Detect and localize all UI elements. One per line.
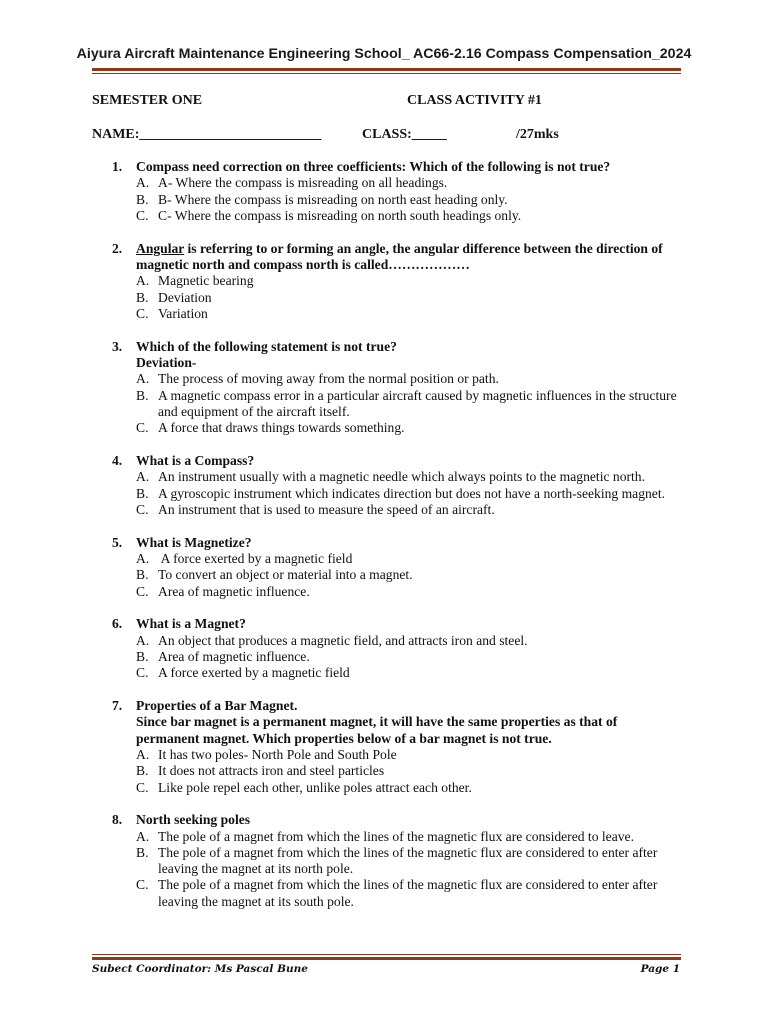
question-text: Compass need correction on three coefficients: Which of the following is not true?: [136, 159, 611, 174]
option-b: [136, 388, 682, 421]
option-letter: A.: [136, 746, 150, 762]
option-letter: A.: [136, 273, 150, 289]
option-text: It does not attracts iron and steel particles: [158, 763, 385, 779]
question-subtext: Deviation-: [136, 354, 197, 370]
option-text: Magnetic bearing: [158, 273, 254, 289]
option-letter: C.: [136, 779, 149, 795]
option-text: Deviation: [158, 289, 212, 305]
option-text: A- Where the compass is misreading on all headings.: [158, 175, 448, 191]
question-number: 5.: [112, 534, 123, 550]
question-text: What is a Magnet?: [136, 616, 246, 632]
name-field: NAME:__________________________: [92, 127, 322, 142]
option-text: The pole of a magnet from which the lines of the magnetic flux are considered to leave.: [158, 828, 634, 844]
option-letter: B.: [136, 387, 149, 403]
class-field: CLASS:_____: [362, 127, 447, 142]
question-number: 8.: [112, 812, 123, 828]
footer-rule-thin: [92, 954, 681, 955]
option-c: [136, 420, 682, 436]
option-c: [136, 208, 682, 224]
question-subtext: Since bar magnet is a permanent magnet, it will have the same properties as that of permanent magnet. Which properties below of a bar magnet is not true.: [136, 714, 618, 746]
option-text: An object that produces a magnetic field, and attracts iron and steel.: [158, 632, 528, 648]
question-text: Which of the following statement is not true?: [136, 338, 397, 354]
option-text: A force that draws things towards something.: [158, 420, 405, 436]
option-letter: B.: [136, 844, 149, 860]
question-text: North seeking poles: [136, 812, 251, 828]
option-letter: C.: [136, 420, 149, 436]
option-a: [136, 747, 682, 763]
marks-label: /27mks: [516, 127, 559, 142]
option-text: C- Where the compass is misreading on north south headings only.: [158, 207, 522, 223]
option-text: A magnetic compass error in a particular aircraft caused by magnetic influences in the structure and equipment of the aircraft itself.: [158, 387, 677, 419]
option-b: [136, 845, 682, 878]
option-a: [136, 829, 682, 845]
option-letter: C.: [136, 583, 149, 599]
question-text-rest: is referring to or forming an angle, the angular difference between the direction of magnetic north and compass north is called………………: [136, 240, 663, 272]
option-letter: C.: [136, 665, 149, 681]
option-text: A force exerted by a magnetic field: [158, 550, 353, 566]
question-text: Properties of a Bar Magnet.: [136, 698, 298, 714]
activity-label: CLASS ACTIVITY #1: [407, 93, 542, 108]
option-c: [136, 877, 682, 910]
option-a: [136, 273, 682, 289]
option-letter: A.: [136, 550, 150, 566]
question-number: 3.: [112, 338, 123, 354]
question-number: 1.: [112, 159, 123, 174]
question-number: 7.: [112, 698, 123, 714]
option-c: [136, 665, 682, 681]
question-7: [92, 698, 682, 796]
footer-rule-thick: [92, 957, 681, 960]
option-letter: A.: [136, 371, 150, 387]
option-text: The process of moving away from the normal position or path.: [158, 371, 499, 387]
option-text: A force exerted by a magnetic field: [158, 665, 350, 681]
option-letter: A.: [136, 632, 150, 648]
question-number: 4.: [112, 452, 123, 468]
option-text: The pole of a magnet from which the lines of the magnetic flux are considered to enter after leaving the magnet at its south pole.: [158, 877, 658, 909]
option-c: [136, 306, 682, 322]
header-title: Aiyura Aircraft Maintenance Engineering School_ AC66-2.16 Compass Compensation_2024: [76, 46, 692, 62]
option-b: [136, 290, 682, 306]
option-text: B- Where the compass is misreading on north east heading only.: [158, 191, 508, 207]
question-8: [92, 812, 682, 910]
option-b: [136, 649, 682, 665]
option-letter: C.: [136, 501, 149, 517]
option-letter: C.: [136, 877, 149, 893]
option-text: Variation: [158, 305, 208, 321]
question-2: [92, 241, 682, 322]
question-number: 2.: [112, 240, 123, 256]
option-text: A gyroscopic instrument which indicates direction but does not have a north-seeking magnet.: [158, 485, 665, 501]
option-text: The pole of a magnet from which the lines of the magnetic flux are considered to enter after leaving the magnet at its north pole.: [158, 844, 658, 877]
option-b: [136, 192, 682, 208]
header-rule-thin: [92, 73, 681, 74]
option-letter: B.: [136, 567, 149, 583]
option-letter: B.: [136, 485, 149, 501]
option-b: [136, 486, 682, 502]
option-c: [136, 584, 682, 600]
option-a: [136, 175, 682, 191]
question-5: [92, 535, 682, 600]
option-c: [136, 502, 682, 518]
option-text: Like pole repel each other, unlike poles attract each other.: [158, 779, 472, 795]
option-b: [136, 567, 682, 583]
option-b: [136, 763, 682, 779]
option-letter: B.: [136, 763, 149, 779]
footer-coordinator: Subect Coordinator: Ms Pascal Bune: [92, 963, 308, 975]
option-a: [136, 633, 682, 649]
question-4: [92, 453, 682, 518]
option-letter: B.: [136, 191, 149, 207]
question-3: [92, 339, 682, 437]
question-text: What is Magnetize?: [136, 534, 252, 550]
option-c: [136, 780, 682, 796]
option-letter: A.: [136, 828, 150, 844]
header-rule-thick: [92, 68, 681, 71]
option-a: [136, 469, 682, 485]
question-1: [92, 159, 682, 224]
footer-page-number: Page 1: [640, 963, 680, 975]
question-list: [92, 159, 682, 927]
option-a: [136, 371, 682, 387]
option-letter: A.: [136, 469, 150, 485]
option-letter: B.: [136, 289, 149, 305]
option-letter: B.: [136, 648, 149, 664]
question-text: What is a Compass?: [136, 452, 255, 468]
option-text: Area of magnetic influence.: [158, 648, 310, 664]
option-letter: C.: [136, 207, 149, 223]
option-text: An instrument that is used to measure the speed of an aircraft.: [158, 501, 495, 517]
option-text: It has two poles- North Pole and South Pole: [158, 746, 397, 762]
underlined-term: Angular: [136, 240, 185, 256]
option-a: [136, 551, 682, 567]
option-text: To convert an object or material into a magnet.: [158, 567, 413, 583]
option-letter: C.: [136, 305, 149, 321]
question-6: [92, 616, 682, 681]
option-text: Area of magnetic influence.: [158, 583, 310, 599]
question-text: [136, 241, 682, 274]
option-letter: A.: [136, 175, 150, 191]
semester-label: SEMESTER ONE: [92, 93, 203, 108]
option-text: An instrument usually with a magnetic needle which always points to the magnetic north.: [158, 469, 645, 485]
question-number: 6.: [112, 616, 123, 632]
